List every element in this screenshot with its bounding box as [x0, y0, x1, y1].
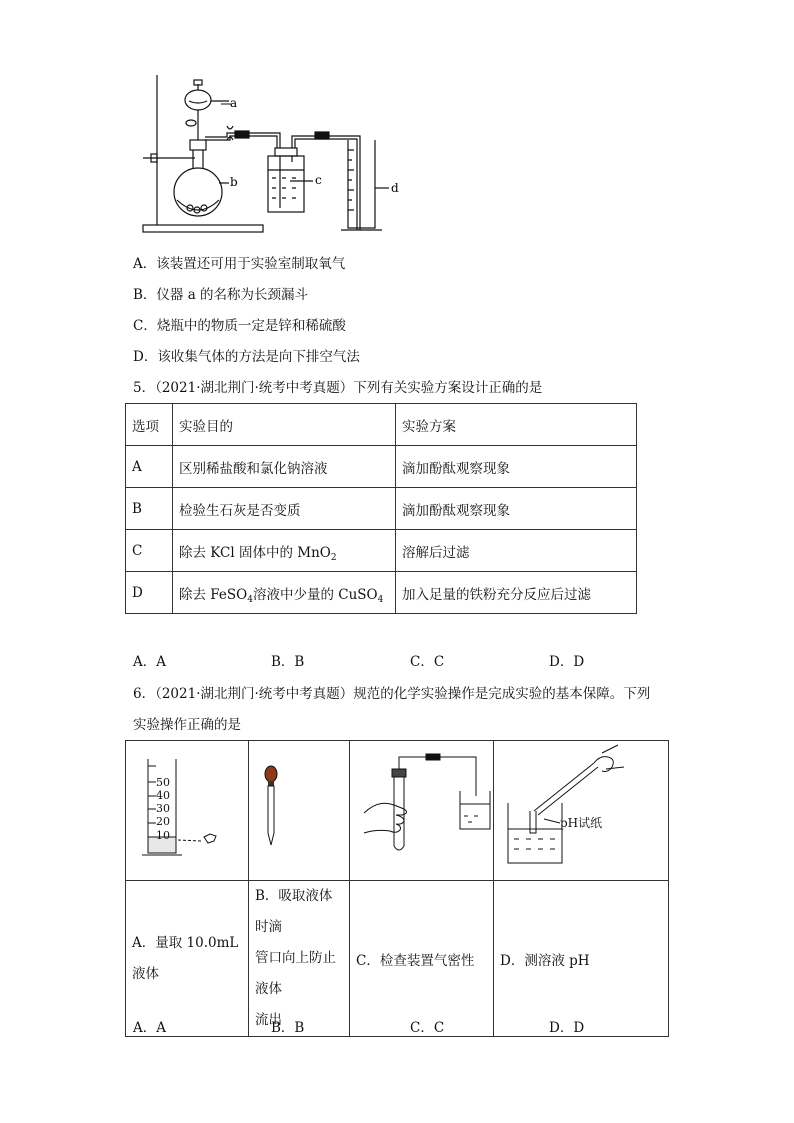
q6-stem-line2: 实验操作正确的是 — [133, 717, 241, 733]
q5-row-purpose: 区别稀盐酸和氯化钠溶液 — [173, 446, 396, 488]
q5-row-plan: 滴加酚酞观察现象 — [396, 446, 637, 488]
q5-row-option: C — [126, 530, 173, 572]
ph-test-figure — [494, 741, 644, 876]
cylinder-tick-20: 20 — [156, 815, 170, 828]
q6-caption-d: D．测溶液 pH — [494, 881, 669, 1037]
q6-caption-row — [126, 881, 669, 1037]
label-c: c — [315, 173, 322, 187]
q5-table — [125, 403, 637, 614]
q5-row-plan: 滴加酚酞观察现象 — [396, 488, 637, 530]
cylinder-tick-30: 30 — [156, 802, 170, 815]
dropper-figure — [249, 741, 349, 876]
q5-answer-b: B．B — [271, 654, 305, 670]
q5-row-b — [126, 488, 637, 530]
q5-row-option: D — [126, 572, 173, 614]
q6-caption-b: B．吸取液体时滴 管口向上防止液体 流出 — [249, 881, 350, 1037]
q4-option-d: D．该收集气体的方法是向下排空气法 — [133, 349, 360, 365]
q6-table — [125, 740, 669, 1037]
label-a: a — [230, 96, 238, 110]
q6-answer-d: D．D — [549, 1020, 585, 1036]
cylinder-tick-50: 50 — [156, 776, 170, 789]
q6-figure-b — [249, 741, 350, 881]
q5-row-plan: 溶解后过滤 — [396, 530, 637, 572]
label-d: d — [391, 181, 399, 195]
q5-answer-a: A．A — [133, 654, 166, 670]
gas-apparatus-figure — [135, 70, 405, 238]
q5-row-option: A — [126, 446, 173, 488]
cylinder-tick-40: 40 — [156, 789, 170, 802]
q6-stem-line1: 6．（2021·湖北荆门·统考中考真题）规范的化学实验操作是完成实验的基本保障。下列 — [133, 686, 651, 702]
q5-header-plan: 实验方案 — [396, 404, 637, 446]
q5-stem: 5．（2021·湖北荆门·统考中考真题）下列有关实验方案设计正确的是 — [133, 380, 543, 396]
q4-option-a: A．该装置还可用于实验室制取氧气 — [133, 256, 346, 272]
q5-row-purpose: 检验生石灰是否变质 — [173, 488, 396, 530]
q5-row-plan: 加入足量的铁粉充分反应后过滤 — [396, 572, 637, 614]
q4-option-c: C．烧瓶中的物质一定是锌和稀硫酸 — [133, 318, 346, 334]
q5-row-c — [126, 530, 637, 572]
q5-row-a — [126, 446, 637, 488]
q6-caption-a: A．量取 10.0mL 液体 — [126, 881, 249, 1037]
q6-caption-c: C．检查装置气密性 — [350, 881, 494, 1037]
q5-row-purpose: 除去 FeSO$_4$溶液中少量的 CuSO$_4$ — [173, 572, 396, 614]
q5-header-row — [126, 404, 637, 446]
q6-answer-b: B．B — [271, 1020, 305, 1036]
ph-paper-label: pH试纸 — [560, 816, 603, 830]
q5-header-purpose: 实验目的 — [173, 404, 396, 446]
q5-answer-d: D．D — [549, 654, 585, 670]
q6-answer-a: A．A — [133, 1020, 166, 1036]
airtightness-check-figure — [350, 741, 493, 876]
q5-row-purpose: 除去 KCl 固体中的 MnO$_2$ — [173, 530, 396, 572]
q5-header-option: 选项 — [126, 404, 173, 446]
q5-answer-c: C．C — [410, 654, 445, 670]
q5-row-option: B — [126, 488, 173, 530]
measuring-cylinder-figure — [126, 741, 248, 876]
q6-figure-c — [350, 741, 494, 881]
cylinder-tick-10: 10 — [156, 829, 170, 842]
q6-figure-a — [126, 741, 249, 881]
q6-figure-row — [126, 741, 669, 881]
q5-row-d — [126, 572, 637, 614]
q6-figure-d — [494, 741, 669, 881]
label-b: b — [230, 175, 238, 189]
q4-option-b: B．仪器 a 的名称为长颈漏斗 — [133, 287, 309, 303]
q6-answer-c: C．C — [410, 1020, 445, 1036]
